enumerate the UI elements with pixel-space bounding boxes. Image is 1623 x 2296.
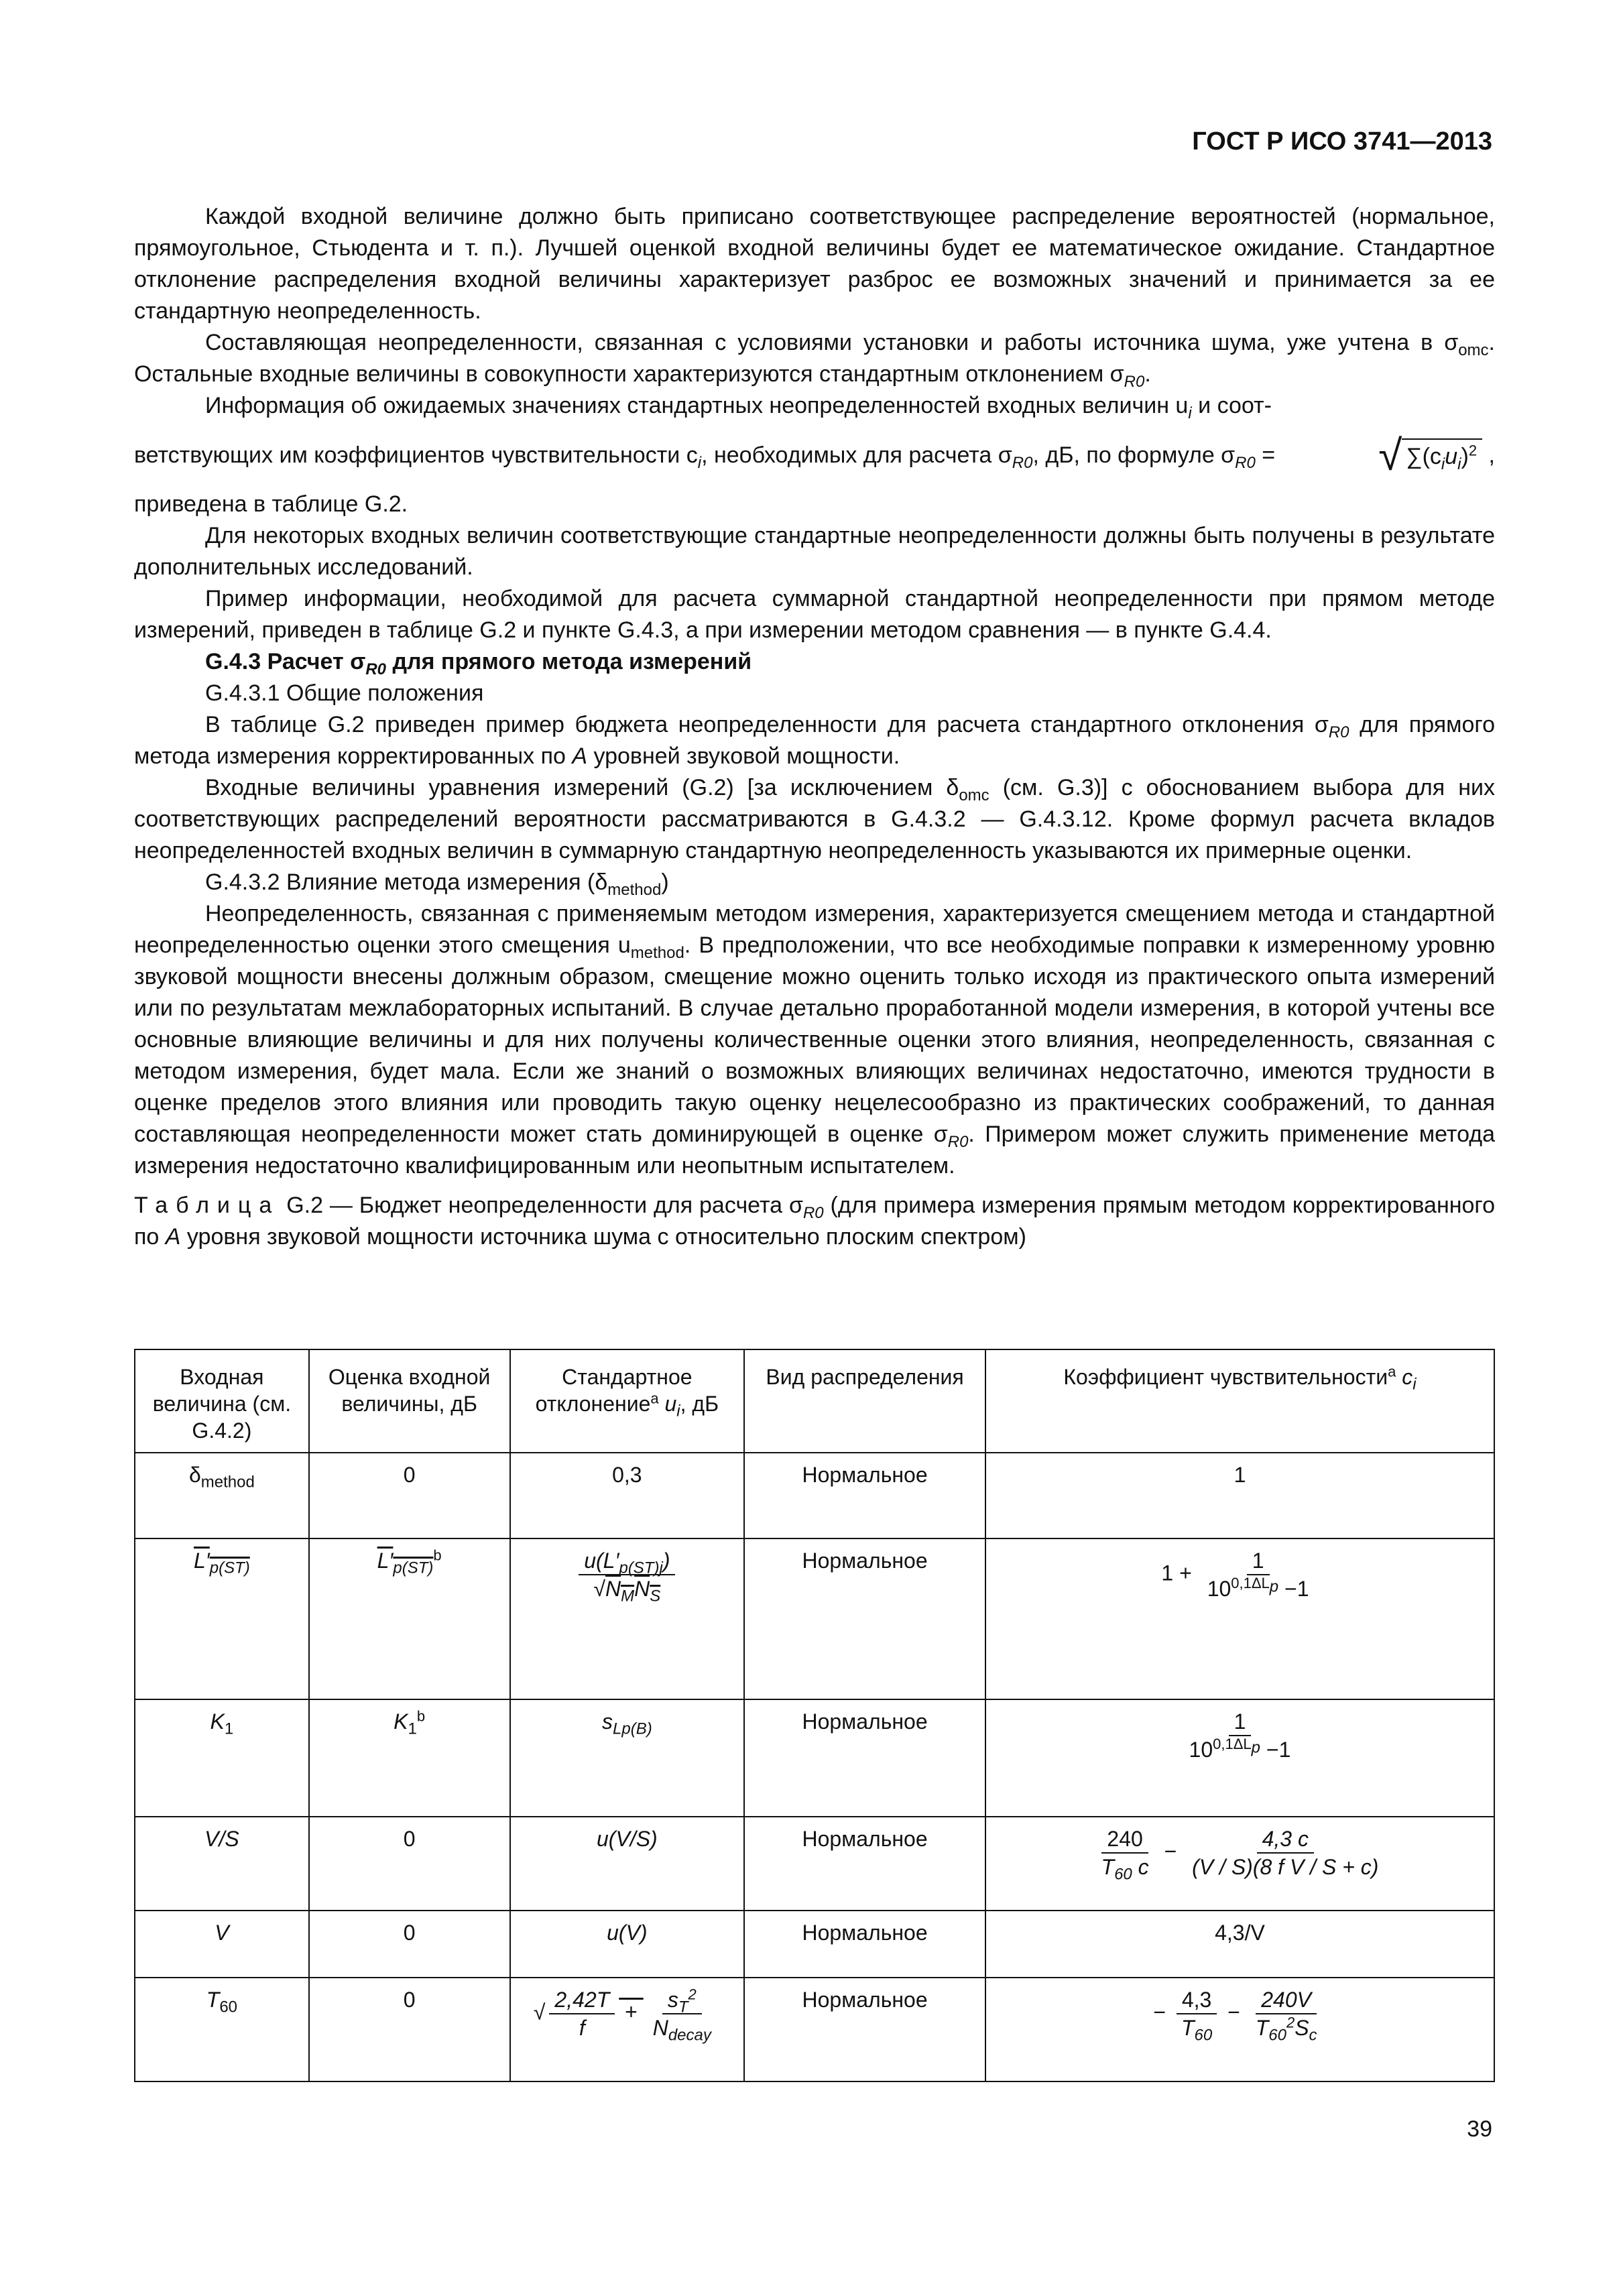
paragraph-additional: Для некоторых входных величин соответствующие стандартные неопределенности должны быть получены в результате дополнительных исследований. [134,523,1495,580]
table-header-row [135,1349,1494,1453]
cell-sensitivity: 1 [985,1453,1494,1538]
paragraph-table-ref: приведена в таблице G.2. [134,491,408,517]
table-row [135,1699,1494,1817]
paragraph-installation: Составляющая неопределенности, связанная с условиями установки и работы источника шума, уже учтена в $\sigma_{omc}$. Остальные входные величины в совокупности характеризуются стандартным отклонением $\sigma_{R0}$. [134,330,1495,391]
table-row [135,1978,1494,2081]
body-text [134,201,1495,1253]
section-heading-g43: G.4.3 Расчет $\sigma_{R0}$ для прямого метода измерений [205,649,752,678]
cell-estimate: 0 [309,1453,510,1538]
header-estimate: Оценка входной величины, дБ [309,1349,510,1453]
paragraph-formula-line: ветствующих им коэффициентов чувствительности $c_i$, необходимых для расчета $\sigma_{R0}$, дБ, по формуле $\sigma_{R0}$ = √ $\sum(c_iu_i)^2$ , [134,431,1495,479]
header-sensitivity: Коэффициент чувствительности$^a$ $c_i$ [985,1349,1494,1453]
subsection-heading-g431: G.4.3.1 Общие положения [205,680,484,706]
paragraph-info-line1: Информация об ожидаемых значениях стандартных неопределенностей входных величин $u_i$ и соот- [205,393,1272,422]
paragraph-input-quantities: Входные величины уравнения измерений (G.2) [за исключением $\delta_{omc}$ (см. G.3)] с обоснованием выбора для них соответствующих распределений вероятности рассматриваются в G.4.3.2 — G.4.3.12. Кроме формул расчета вкладов неопределенностей входных величин в суммарную стандартную неопределенность указываются их примерные оценки. [134,775,1495,863]
cell-distribution: Нормальное [744,1538,985,1699]
header-std-dev: Стандартное отклонение$^a$ $u_i$, дБ [510,1349,745,1453]
header-distribution: Вид распределения [744,1349,985,1453]
cell-distribution: Нормальное [744,1817,985,1911]
cell-sensitivity: − $\frac{4,3}{T_{60}}$ − $\frac{240V}{T_{60}^2S_c}$ [985,1978,1494,2081]
table-row [135,1911,1494,1978]
subsection-heading-g432: G.4.3.2 Влияние метода измерения $(\delta_{method})$ [205,869,669,899]
cell-distribution: Нормальное [744,1453,985,1538]
cell-distribution: Нормальное [744,1978,985,2081]
cell-sensitivity: 4,3/V [985,1911,1494,1978]
uncertainty-budget-table [134,1349,1495,2082]
cell-quantity: $\delta_{method}$ [135,1453,309,1538]
cell-estimate: 0 [309,1817,510,1911]
cell-quantity: $K_1$ [135,1699,309,1817]
cell-estimate: $K_1^b$ [309,1699,510,1817]
cell-std-dev: √ $\frac{2,42T}{f}$ + $\frac{s_T^2}{N_{decay}}$ [510,1978,745,2081]
cell-std-dev: 0,3 [510,1453,745,1538]
cell-distribution: Нормальное [744,1911,985,1978]
cell-sensitivity: $\frac{1}{10^{0,1\Delta L_p} -1}$ [985,1699,1494,1817]
cell-quantity: V [135,1911,309,1978]
cell-quantity: V/S [135,1817,309,1911]
paragraph-budget: В таблице G.2 приведен пример бюджета неопределенности для расчета стандартного отклонения $\sigma_{R0}$ для прямого метода измерения корректированных по A уровней звуковой мощности. [134,712,1495,769]
table-row [135,1538,1494,1699]
table-caption: Таблица G.2 — Бюджет неопределенности для расчета $\sigma_{R0}$ (для примера измерения прямым методом корректированного по A уровня звуковой мощности источника шума с относительно плоским спектром) [134,1193,1495,1250]
table-row [135,1453,1494,1538]
cell-quantity: $T_{60}$ [135,1978,309,2081]
cell-distribution: Нормальное [744,1699,985,1817]
paragraph-method-uncertainty: Неопределенность, связанная с применяемым методом измерения, характеризуется смещением метода и стандартной неопределенностью оценки этого смещения $u_{method}$. В предположении, что все необходимые поправки к измеренному уровню звуковой мощности внесены должным образом, смещение можно оценить только исходя из практического опыта измерений или по результатам межлабораторных испытаний. В случае детально проработанной модели измерения, в которой учтены все основные влияющие величины и для них получены количественные оценки этого влияния, неопределенность, связанная с методом измерения, будет мала. Если же знаний о возможных влияющих величинах недостаточно, имеются трудности в оценке пределов этого влияния или проводить такую оценку нецелесообразно из практических соображений, то данная составляющая неопределенности может стать доминирующей в оценке $\sigma_{R0}$. Примером может служить применение метода измерения недостаточно квалифицированным или неопытным испытателем. [134,901,1495,1179]
paragraph-example: Пример информации, необходимой для расчета суммарной стандартной неопределенности при прямом методе измерений, приведен в таблице G.2 и пункте G.4.3, а при измерении методом сравнения — в пункте G.4.4. [134,586,1495,643]
sum-formula: √ $\sum(c_iu_i)^2$ , [1378,431,1495,479]
page-number: 39 [1467,2116,1492,2142]
cell-std-dev: $s_{Lp(B)}$ [510,1699,745,1817]
paragraph-distribution: Каждой входной величине должно быть приписано соответствующее распределение вероятностей (нормальное, прямоугольное, Стьюдента и т. п.). Лучшей оценкой входной величины будет ее математическое ожидание. Стандартное отклонение распределения входной величины характеризует разброс ее возможных значений и принимается за ее стандартную неопределенность. [134,204,1495,324]
header-input-quantity: Входная величина (см. G.4.2) [135,1349,309,1453]
cell-estimate: 0 [309,1978,510,2081]
cell-std-dev: $\frac{u(L'_{p(ST)j})}{√N_MN_S}$ [510,1538,745,1699]
cell-sensitivity: $\frac{240}{T_{60} c}$ − $\frac{4,3 c}{\text{(V / S)(8 f V / S + c)}}$ [985,1817,1494,1911]
document-id-header: ГОСТ Р ИСО 3741—2013 [1192,127,1492,156]
table-row [135,1817,1494,1911]
cell-estimate: 0 [309,1911,510,1978]
cell-std-dev: u(V) [510,1911,745,1978]
cell-estimate: $L'_{p(ST)}^b$ [309,1538,510,1699]
cell-std-dev: u(V/S) [510,1817,745,1911]
cell-sensitivity: 1 + $\frac{1}{10^{0,1\Delta L_p} -1}$ [985,1538,1494,1699]
cell-quantity: $L'_{p(ST)}$ [135,1538,309,1699]
